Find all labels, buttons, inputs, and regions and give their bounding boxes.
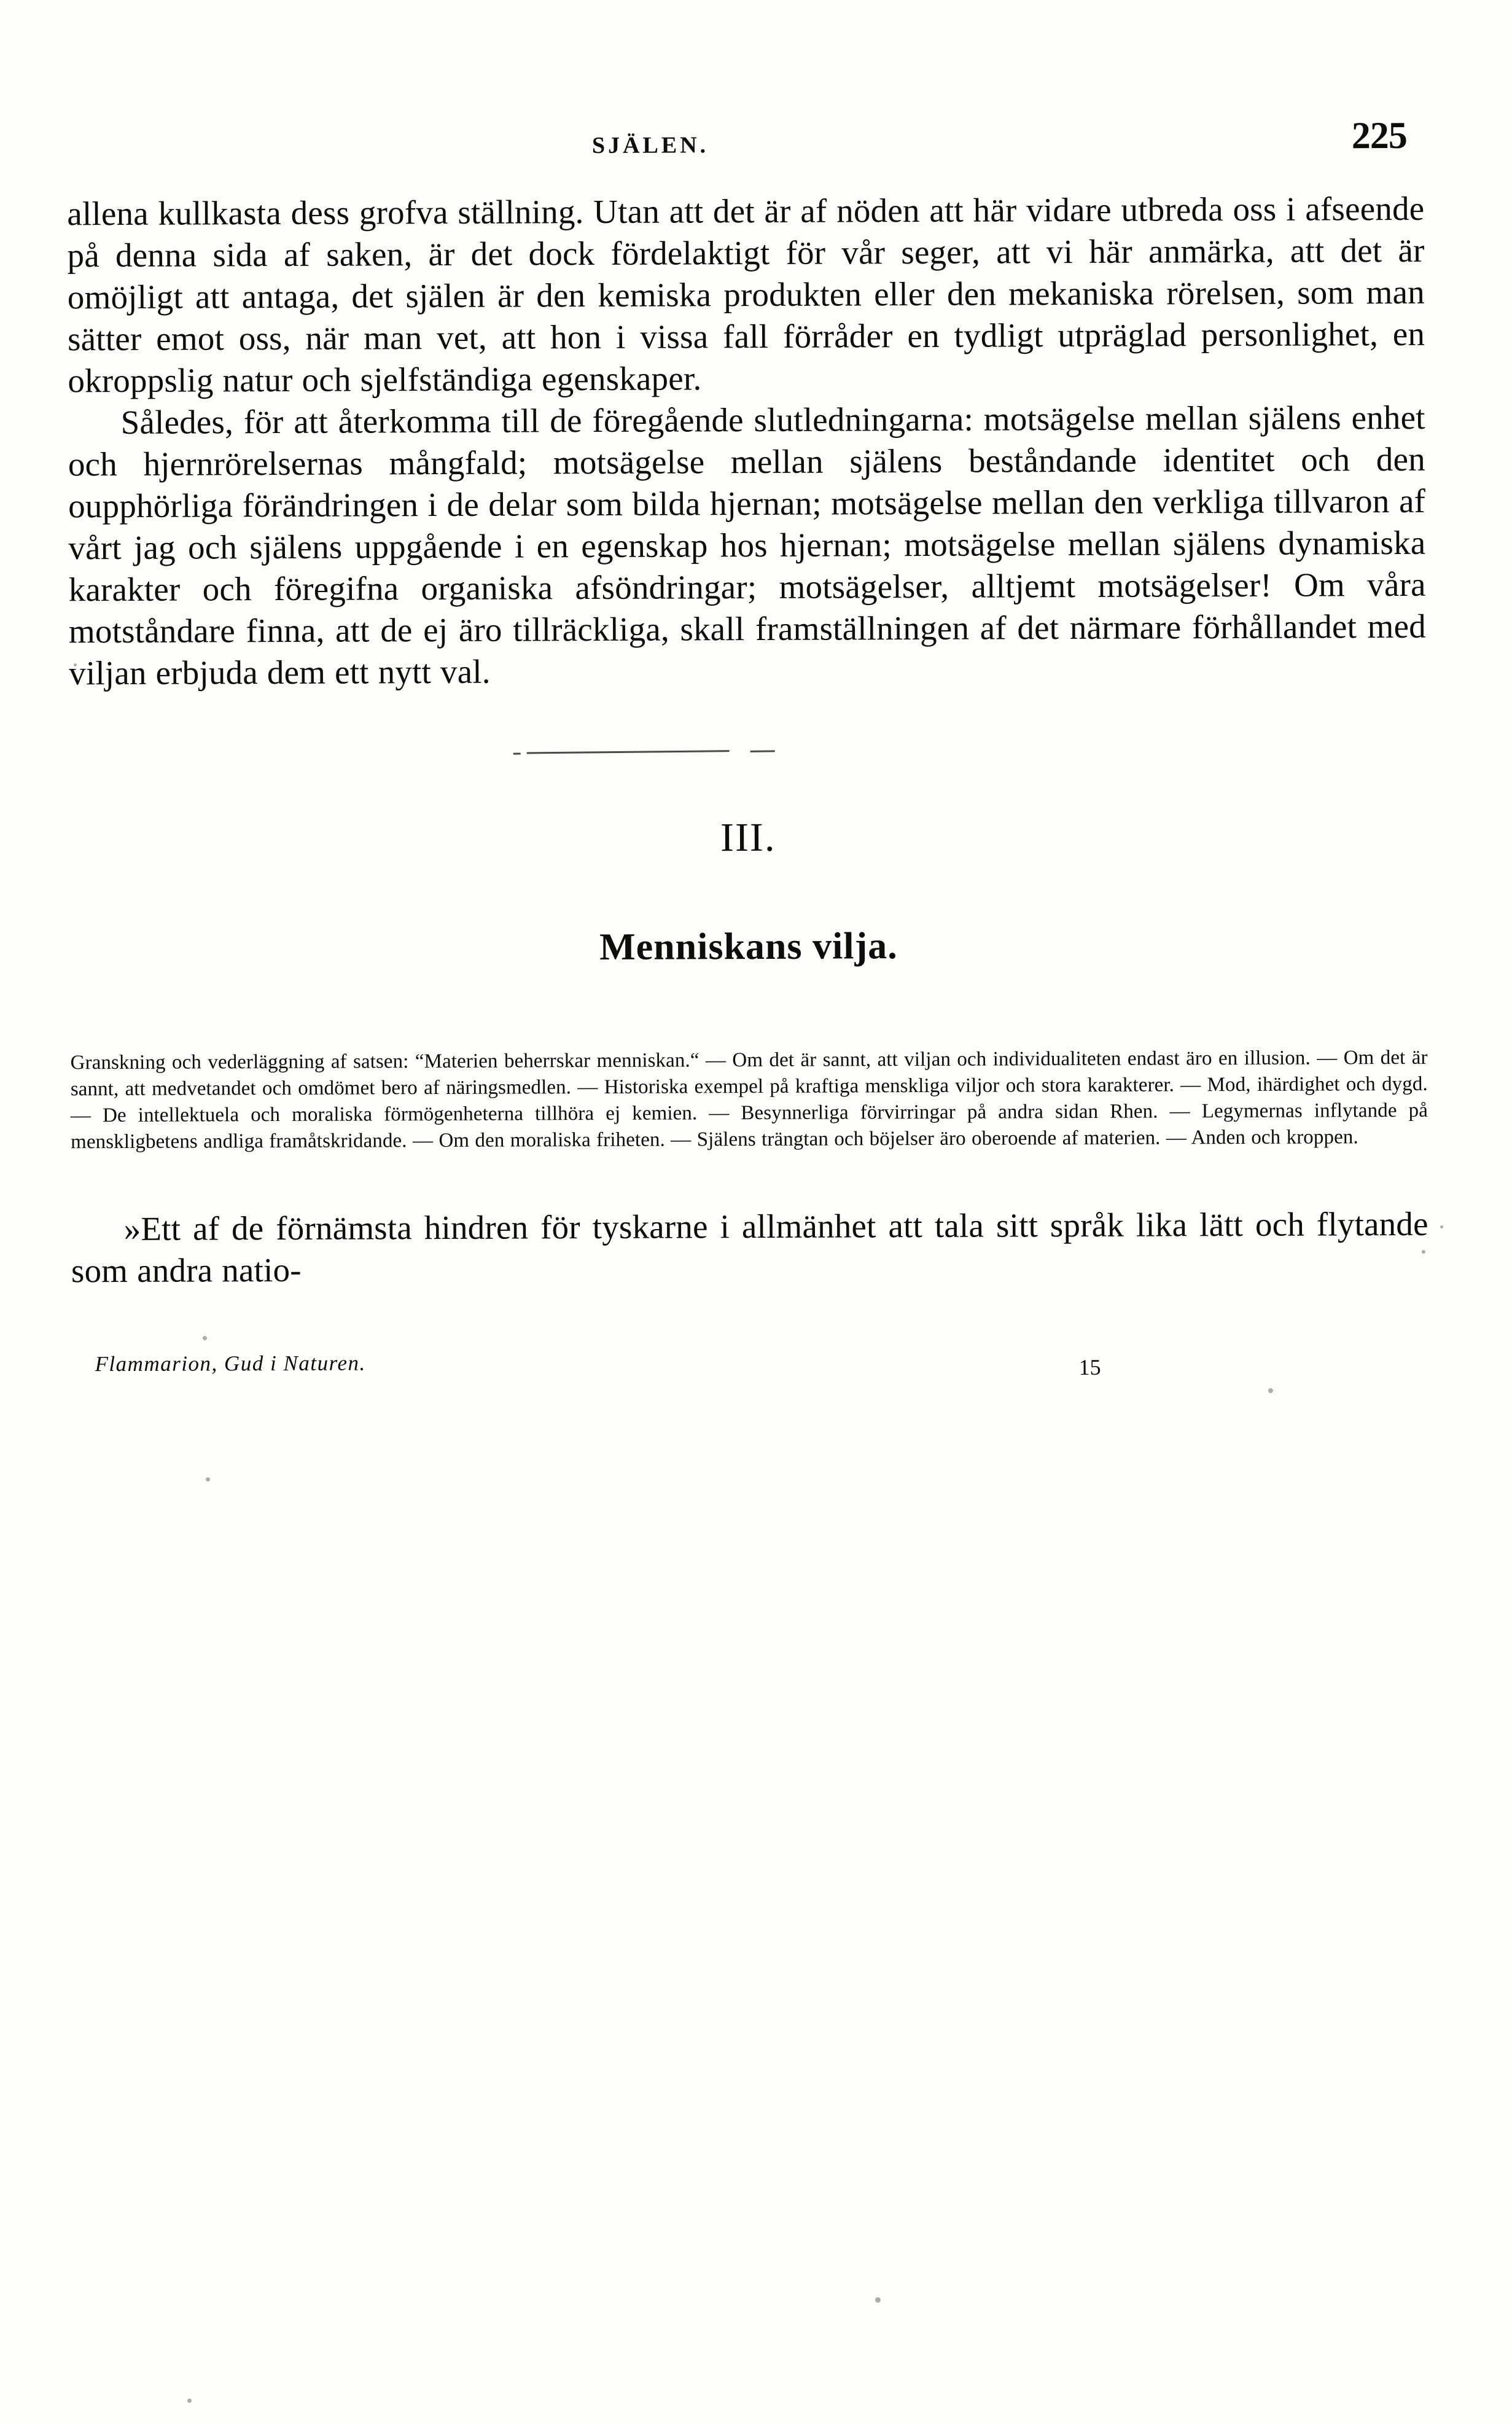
page-number: 225 — [1351, 114, 1407, 157]
scan-speck — [206, 1477, 210, 1482]
body-paragraph-2: Således, för att återkomma till de föregående slutledningarna: motsägelse mellan själens enhet och hjernrörelsernas mångfald; motsägelse mellan själens beståndande identitet och den oupphörliga förändringen i de delar som bilda hjernan; motsägelse mellan den verkliga tillvaron af vårt jag och själens uppgående i en egenskap hos hjernan; motsägelse mellan själens dynamiska karakter och föregifna organiska afsöndringar; motsägelser, alltjemt motsägelser! Om våra motståndare finna, att de ej äro tillräckliga, skall framställningen af det närmare förhållandet med viljan erbjuda dem ett nytt val. — [68, 398, 1427, 692]
section-number: III. — [720, 814, 776, 861]
scan-speck — [1440, 1225, 1443, 1228]
signature-mark: 15 — [1078, 1354, 1101, 1380]
running-foot: Flammarion, Gud i Naturen. — [95, 1351, 366, 1377]
scan-speck — [187, 2399, 192, 2403]
page-footer — [71, 1343, 1428, 1416]
chapter-title: Menniskans vilja. — [599, 925, 898, 968]
page-text-block — [67, 114, 1429, 1416]
chapter-synopsis: Granskning och vederläggning af satsen: “Materien beherrskar menniskan.“ — Om det är sannt, att viljan och individualiteten endast äro en illusion. — Om det är sannt, att medvetandet och omdömet bero af näringsmedlen. — Historiska exempel på kraftiga menskliga viljor och stora karakterer. — Mod, ihärdighet och dygd. — De intellektuela och moraliska förmögenheterna tillhöra ej kemien. — Besynnerliga förvirringar på andra sidan Rhen. — Legymernas inflytande på menskligbetens andliga framåtskridande. — Om den moraliska friheten. — Själens trängtan och böjelser äro oberoende af materien. — Anden och kroppen. — [70, 1046, 1428, 1154]
scan-speck — [875, 2297, 881, 2303]
divider-rule — [527, 750, 730, 754]
closing-block — [71, 1150, 1428, 1292]
running-head: SJÄLEN. — [591, 132, 709, 159]
page-header — [67, 114, 1424, 193]
body-paragraph-1: allena kullkasta dess grofva ställning. Utan att det är af nöden att här vidare utbreda oss i afseende på denna sida af saken, är det dock fördelaktigt för vår seger, att vi här anmärka, att det är omöjligt att antaga, det själen är den kemiska produkten eller den mekaniska rörelsen, som man sätter emot oss, när man vet, att hon i vissa fall förråder en tydligt utpräglad personlighet, en okroppslig natur och sjelfständiga egenskaper. — [67, 189, 1425, 400]
section-divider — [69, 689, 1427, 811]
closing-paragraph: »Ett af de förnämsta hindren för tyskarne i allmänhet att tala sitt språk lika lätt och flytande som andra natio- — [71, 1205, 1428, 1290]
